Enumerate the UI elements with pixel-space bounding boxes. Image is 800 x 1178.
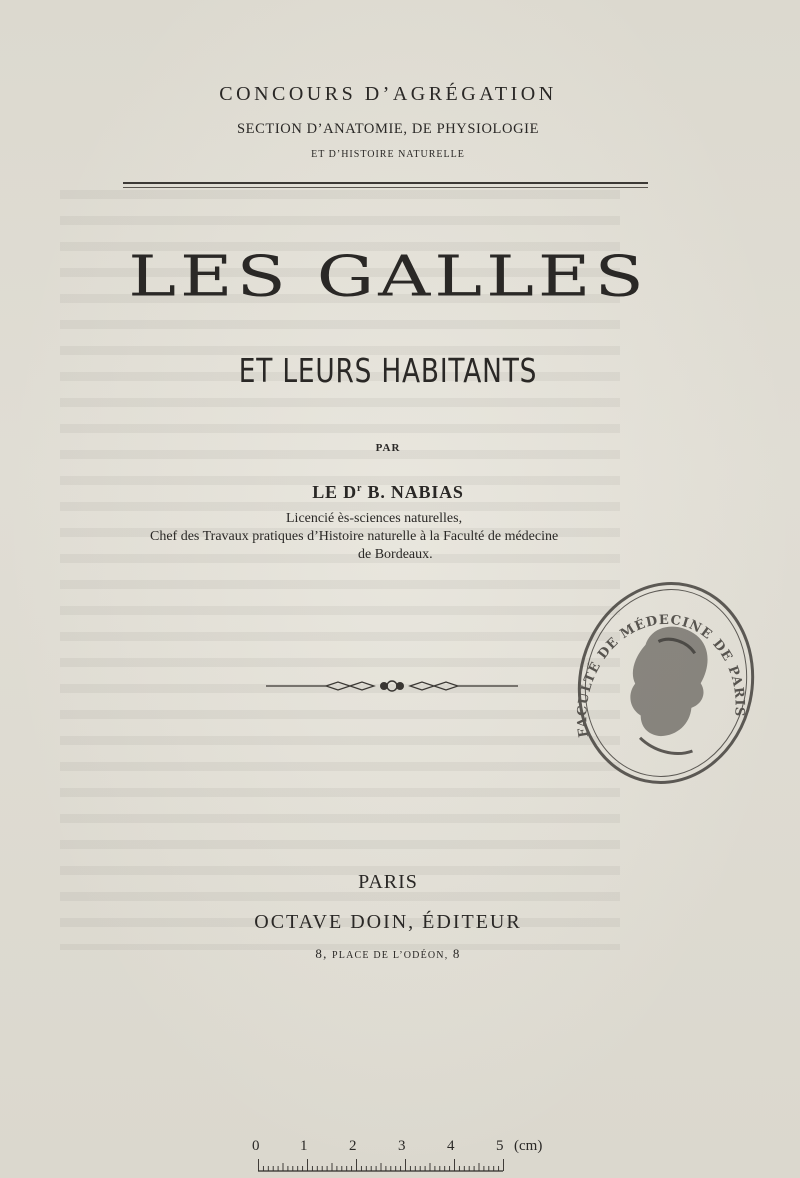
scale-labels [252, 1138, 552, 1158]
imprint-publisher: OCTAVE DOIN, ÉDITEUR [254, 911, 522, 933]
scale-label: 1 [300, 1138, 308, 1154]
library-stamp [568, 572, 764, 794]
imprint-city: PARIS [358, 871, 418, 893]
imprint-address [0, 946, 776, 962]
address-number: 8, [315, 946, 328, 961]
concours-heading: CONCOURS D’AGRÉGATION [219, 83, 557, 105]
author-surname: B. NABIAS [362, 482, 464, 502]
centimeter-scale-bar [258, 1158, 504, 1172]
stamp-text: FACULTÉ DE MÉDECINE DE PARIS [575, 612, 747, 739]
par-label: PAR [375, 442, 401, 454]
scale-label: 5 [496, 1138, 504, 1154]
address-number-2: 8 [452, 946, 461, 961]
book-title: LES GALLES [128, 243, 648, 309]
author-name [0, 482, 776, 503]
scale-label: 4 [447, 1138, 455, 1154]
section-heading: SECTION D’ANATOMIE, DE PHYSIOLOGIE [236, 121, 540, 137]
author-prefix: LE D [312, 482, 357, 502]
header-rule-thin [123, 187, 648, 188]
section-subheading: ET D’HISTOIRE NATURELLE [311, 149, 465, 160]
author-affiliation-3: de Bordeaux. [358, 547, 433, 562]
scale-label: 0 [252, 1138, 260, 1154]
book-subtitle: ET LEURS HABITANTS [238, 351, 538, 390]
scale-label: 2 [349, 1138, 357, 1154]
header-rule [123, 182, 648, 184]
ornamental-divider [266, 678, 518, 694]
author-affiliation-1: Licencié ès-sciences naturelles, [286, 511, 463, 526]
scale-label: 3 [398, 1138, 406, 1154]
address-street: PLACE DE L’ODÉON, [332, 950, 449, 961]
scale-unit: (cm) [514, 1138, 543, 1154]
author-sup: r [356, 483, 363, 494]
author-affiliation-2: Chef des Travaux pratiques d’Histoire naturelle à la Faculté de médecine [150, 529, 559, 544]
